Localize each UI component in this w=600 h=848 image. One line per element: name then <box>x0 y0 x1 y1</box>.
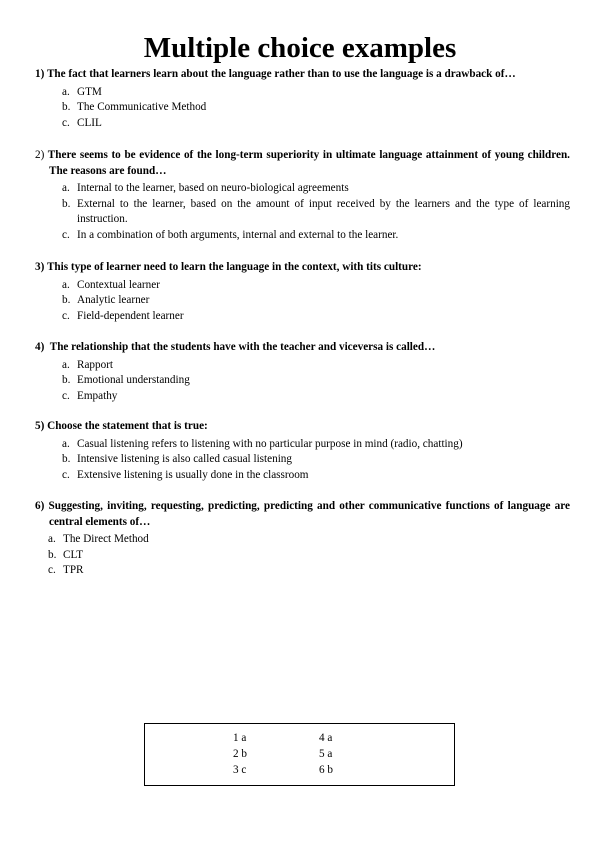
answer-key-row <box>233 762 333 778</box>
option-label: a. <box>62 358 70 371</box>
answer-key-row <box>233 730 333 746</box>
option-label: a. <box>62 437 70 450</box>
option-label: c. <box>62 309 70 322</box>
option-text: Analytic learner <box>77 294 150 306</box>
option-text: Contextual learner <box>77 278 160 291</box>
option-label: a. <box>62 182 70 194</box>
question-stem: Suggesting, inviting, requesting, predicting, predicting and other communicative functions of language are central elements of… <box>48 500 570 528</box>
answer-key-cell: 4 a <box>319 732 333 744</box>
option-item <box>35 437 570 453</box>
question-text <box>35 419 570 435</box>
question-3 <box>35 260 570 324</box>
option-text: The Direct Method <box>63 533 149 545</box>
answer-key-cell: 5 a <box>319 748 333 760</box>
question-6 <box>35 499 570 579</box>
option-item <box>35 85 570 101</box>
question-text <box>35 260 570 276</box>
option-text: Field-dependent learner <box>77 309 184 322</box>
answer-key-cell: 6 b <box>319 764 333 776</box>
option-item <box>35 373 570 389</box>
option-item <box>35 181 570 197</box>
option-label: b. <box>62 101 71 113</box>
option-text: GTM <box>77 85 102 98</box>
option-text: Rapport <box>77 358 114 371</box>
option-label: a. <box>62 278 70 291</box>
option-label: c. <box>62 389 70 402</box>
option-text: Extensive listening is usually done in the classroom <box>77 468 309 481</box>
option-item <box>35 278 570 294</box>
answer-key-cell: 1 a <box>233 732 247 744</box>
option-item <box>35 100 570 116</box>
question-number: 6) <box>35 500 45 512</box>
option-item <box>35 563 570 579</box>
option-text: CLT <box>63 548 84 561</box>
option-label: b. <box>62 294 71 306</box>
question-5 <box>35 419 570 483</box>
option-item <box>35 358 570 374</box>
question-2 <box>35 148 570 243</box>
question-4 <box>35 340 570 404</box>
option-text: TPR <box>63 564 84 576</box>
answer-key-table <box>233 730 333 778</box>
question-text <box>35 499 570 530</box>
question-number: 1) <box>35 68 45 80</box>
option-item <box>35 452 570 468</box>
option-item <box>35 228 570 244</box>
question-number: 4) <box>35 341 45 353</box>
answer-key-cell: 2 b <box>233 748 247 760</box>
question-text <box>35 340 570 356</box>
question-stem: The fact that learners learn about the language rather than to use the language is a drawback of… <box>46 68 516 80</box>
page-title: Multiple choice examples <box>143 32 457 64</box>
option-label: b. <box>48 548 57 561</box>
answer-key-box <box>144 723 455 786</box>
option-label: b. <box>62 197 71 210</box>
question-stem: The relationship that the students have with the teacher and viceversa is called… <box>49 341 436 353</box>
question-1 <box>35 67 570 131</box>
option-item <box>35 389 570 405</box>
option-label: a. <box>62 85 70 98</box>
option-label: b. <box>62 374 71 386</box>
option-text: Intensive listening is also called casual listening <box>77 453 292 465</box>
answer-key-cell: 3 c <box>233 764 247 776</box>
question-stem: This type of learner need to learn the language in the context, with tits culture: <box>46 261 422 273</box>
option-text: Empathy <box>77 389 118 402</box>
question-number: 3) <box>35 261 45 273</box>
option-label: c. <box>62 468 70 481</box>
option-text: External to the learner, based on the amount of input received by the learners and the type of learning instruction. <box>77 197 570 225</box>
option-item <box>35 197 570 228</box>
option-text: The Communicative Method <box>77 101 207 113</box>
option-label: c. <box>48 564 56 576</box>
option-text: Internal to the learner, based on neuro-biological agreements <box>77 182 349 194</box>
question-text <box>35 67 570 83</box>
option-text: Emotional understanding <box>77 374 190 386</box>
option-item <box>35 116 570 132</box>
option-item <box>35 548 570 564</box>
option-text: Casual listening refers to listening with no particular purpose in mind (radio, chatting) <box>77 437 463 450</box>
option-item <box>35 309 570 325</box>
question-stem: Choose the statement that is true: <box>47 420 208 432</box>
option-label: a. <box>48 533 56 545</box>
option-text: CLIL <box>77 116 102 129</box>
option-text: In a combination of both arguments, internal and external to the learner. <box>77 228 399 241</box>
question-number: 5) <box>35 420 45 432</box>
question-text <box>35 148 570 179</box>
option-item <box>35 468 570 484</box>
option-label: c. <box>62 116 70 129</box>
option-label: b. <box>62 453 71 465</box>
question-stem: There seems to be evidence of the long-term superiority in ultimate language attainment of young children. The reasons are found… <box>47 149 570 177</box>
option-item <box>35 532 570 548</box>
question-number: 2) <box>35 149 45 161</box>
option-label: c. <box>62 228 70 241</box>
answer-key-row <box>233 746 333 762</box>
option-item <box>35 293 570 309</box>
